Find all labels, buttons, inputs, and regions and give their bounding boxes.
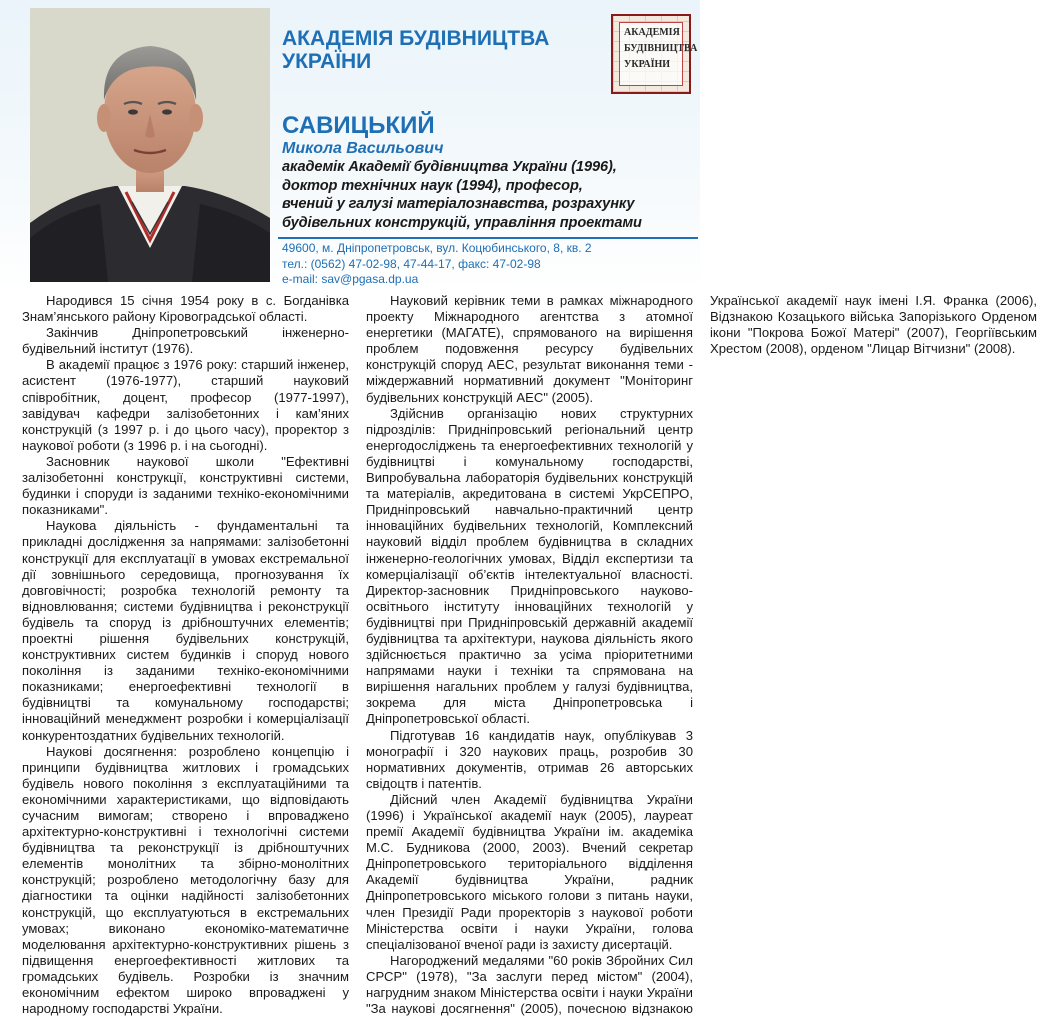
bio-paragraph: Науковий керівник теми в рамках міжнародного проекту Міжнародного агентства з атомної енергетики (МАГАТЕ), спрямованого на вирішення проблем подовження ресурсу будівельних конструкцій споруд АЕС, результат виконання теми - міждержавний нормативний документ "Моніторинг будівельних конструкцій АЕС" (2005). — [366, 293, 693, 405]
bio-paragraph: Нагороджений медалями "60 років Збройних Сил СРСР" (1978), "За заслуги перед містом" (2004), нагрудним знаком Міністерства освіти і науки України "За наукові досягнення" (2005), почесною відзнакою Української академії наук імені І.Я. Франка (2006), Відзнакою Козацького війська Запорізького Орденом ікони "Покрова Божої Матері" (2007), Георгіївським Хрестом (2008), орденом "Лицар Вітчизни" (2008). — [366, 293, 1037, 1017]
bio-paragraph: Наукова діяльність - фундаментальні та прикладні дослідження за напрямами: залізобетонні конструкції для експлуатації в умовах екстремальної дії зовнішнього середовища, прогнозування їх довговічності; розробка технологій ремонту та відновлювання; системи будівництва і реконструкції будівель та споруд із дрібноштучних елементів; проектні рішення будівельних конструкцій, конструктивних систем будинків і споруд нового покоління із заданими техніко-економічними показниками; енергоефективні технології в будівництві та комунальному господарстві; інноваційний менеджмент розробки і комерціалізації конкурентоздатних будівельних технологій. — [22, 518, 349, 743]
title-line: академік Академії будівництва України (1996), — [282, 159, 617, 175]
logo-line-1: АКАДЕМІЯ — [624, 27, 680, 38]
contact-address: 49600, м. Дніпропетровськ, вул. Коцюбинського, 8, кв. 2 — [282, 241, 592, 255]
portrait-photo — [30, 8, 270, 282]
title-line: вчений у галузі матеріалознавства, розрахунку — [282, 196, 635, 212]
contact-email: e-mail: sav@pgasa.dp.ua — [282, 272, 419, 286]
header-divider — [278, 237, 698, 239]
organization-title: АКАДЕМІЯ БУДІВНИЦТВА УКРАЇНИ — [282, 27, 550, 73]
person-given-name: Микола Васильович — [282, 140, 444, 157]
bio-paragraph: Наукові досягнення: розроблено концепцію і принципи будівництва житлових і громадських будівель нового покоління з експлуатаційними та економічними характеристиками, що відповідають сучасним вимогам; створено і впроваджено архітектурно-конструктивні і технологічні системи будівництва та реконструкції із дрібноштучних елементів монолітних та збірно-монолітних конструкцій; розроблено методологічну базу для діагностики та оцінки надійності залізобетонних конструкцій, що експлуатуються в екстремальних умовах; виконано економіко-математичне моделювання архітектурно-конструктивних рішень з підвищення енергоефективності житлових та громадських будівель. Розробки із значним економічним ефектом широко впроваджені у народному господарстві України. — [22, 743, 349, 1017]
bio-paragraph: Засновник наукової школи "Ефективні залізобетонні конструкції, конструктивні системи, будинки і споруди із заданими техніко-економічними показниками". — [22, 453, 349, 518]
title-line: будівельних конструкцій, управління проектами — [282, 214, 642, 231]
biography-text — [22, 293, 1037, 1029]
logo-line-3: УКРАЇНИ — [624, 59, 671, 70]
contact-phones: тел.: (0562) 47-02-98, 47-44-17, факс: 47-02-98 — [282, 256, 541, 271]
bio-paragraph: Закінчив Дніпропетровський інженерно-будівельний інститут (1976). — [22, 325, 349, 357]
title-line: доктор технічних наук (1994), професор, — [282, 177, 583, 194]
bio-paragraph: В академії працює з 1976 року: старший інженер, асистент (1976-1977), старший науковий співробітник, доцент, професор (1977-1997), завідувач кафедри залізобетонних і кам’яних конструкцій (з 1997 р. і до цього часу), проректор з наукової роботи (з 1996 р. і на сьогодні). — [22, 357, 349, 453]
logo-line-2: БУДІВНИЦТВА — [624, 43, 698, 54]
bio-paragraph: Підготував 16 кандидатів наук, опублікував 3 монографії і 320 наукових праць, розробив 30 нормативних документів, отримав 26 авторських свідоцтв і патентів. — [366, 727, 693, 791]
profile-header — [0, 0, 700, 290]
bio-paragraph: Народився 15 січня 1954 року в с. Богданівка Знам’янського району Кіровоградської області. — [22, 293, 349, 325]
academy-logo — [611, 14, 698, 94]
academic-titles — [282, 158, 694, 232]
contact-info — [282, 241, 592, 288]
bio-paragraph: Здійснив організацію нових структурних підрозділів: Придніпровський регіональний центр енергодосліджень та енергоефективних технологій у будівництві і комунальному господарстві, Випробувальна лабораторія будівельних конструкцій та матеріалів, акредитована в системі УкрСЕПРО, Придніпровський навчально-практичний центр інноваційних будівельних технологій, Комплексний науковий відділ проблем будівництва в складних інженерно-геологічних умовах, Відділ експертизи та комерціалізації об’єктів інтелектуальної власності. Директор-засновник Придніпровського науково-освітнього інституту інноваційних технологій у будівництві при Придніпровській державній академії будівництва та архітектури, наукова діяльність якого здійснюється практично за усіма пріоритетними напрямами науки і техніки та спрямована на вирішення нагальних проблем у галузі будівництва, зокрема для міста Дніпропетровська і Дніпропетровської області. — [366, 405, 693, 727]
logo-plate — [619, 22, 698, 86]
person-surname: САВИЦЬКИЙ — [282, 112, 435, 139]
bio-paragraph: Дійсний член Академії будівництва України (1996) і Української академії наук (2005), лауреат премії Академії будівництва України ім. академіка М.С. Будникова (2000, 2003). Вчений секретар Дніпропетровського територіального відділення Академії будівництва України, радник Дніпропетровського міського голови з питань науки, член Президії Ради проректорів з наукової роботи Міністерства освіти і науки України, голова спеціалізованої вченої ради із захисту дисертацій. — [366, 791, 693, 952]
